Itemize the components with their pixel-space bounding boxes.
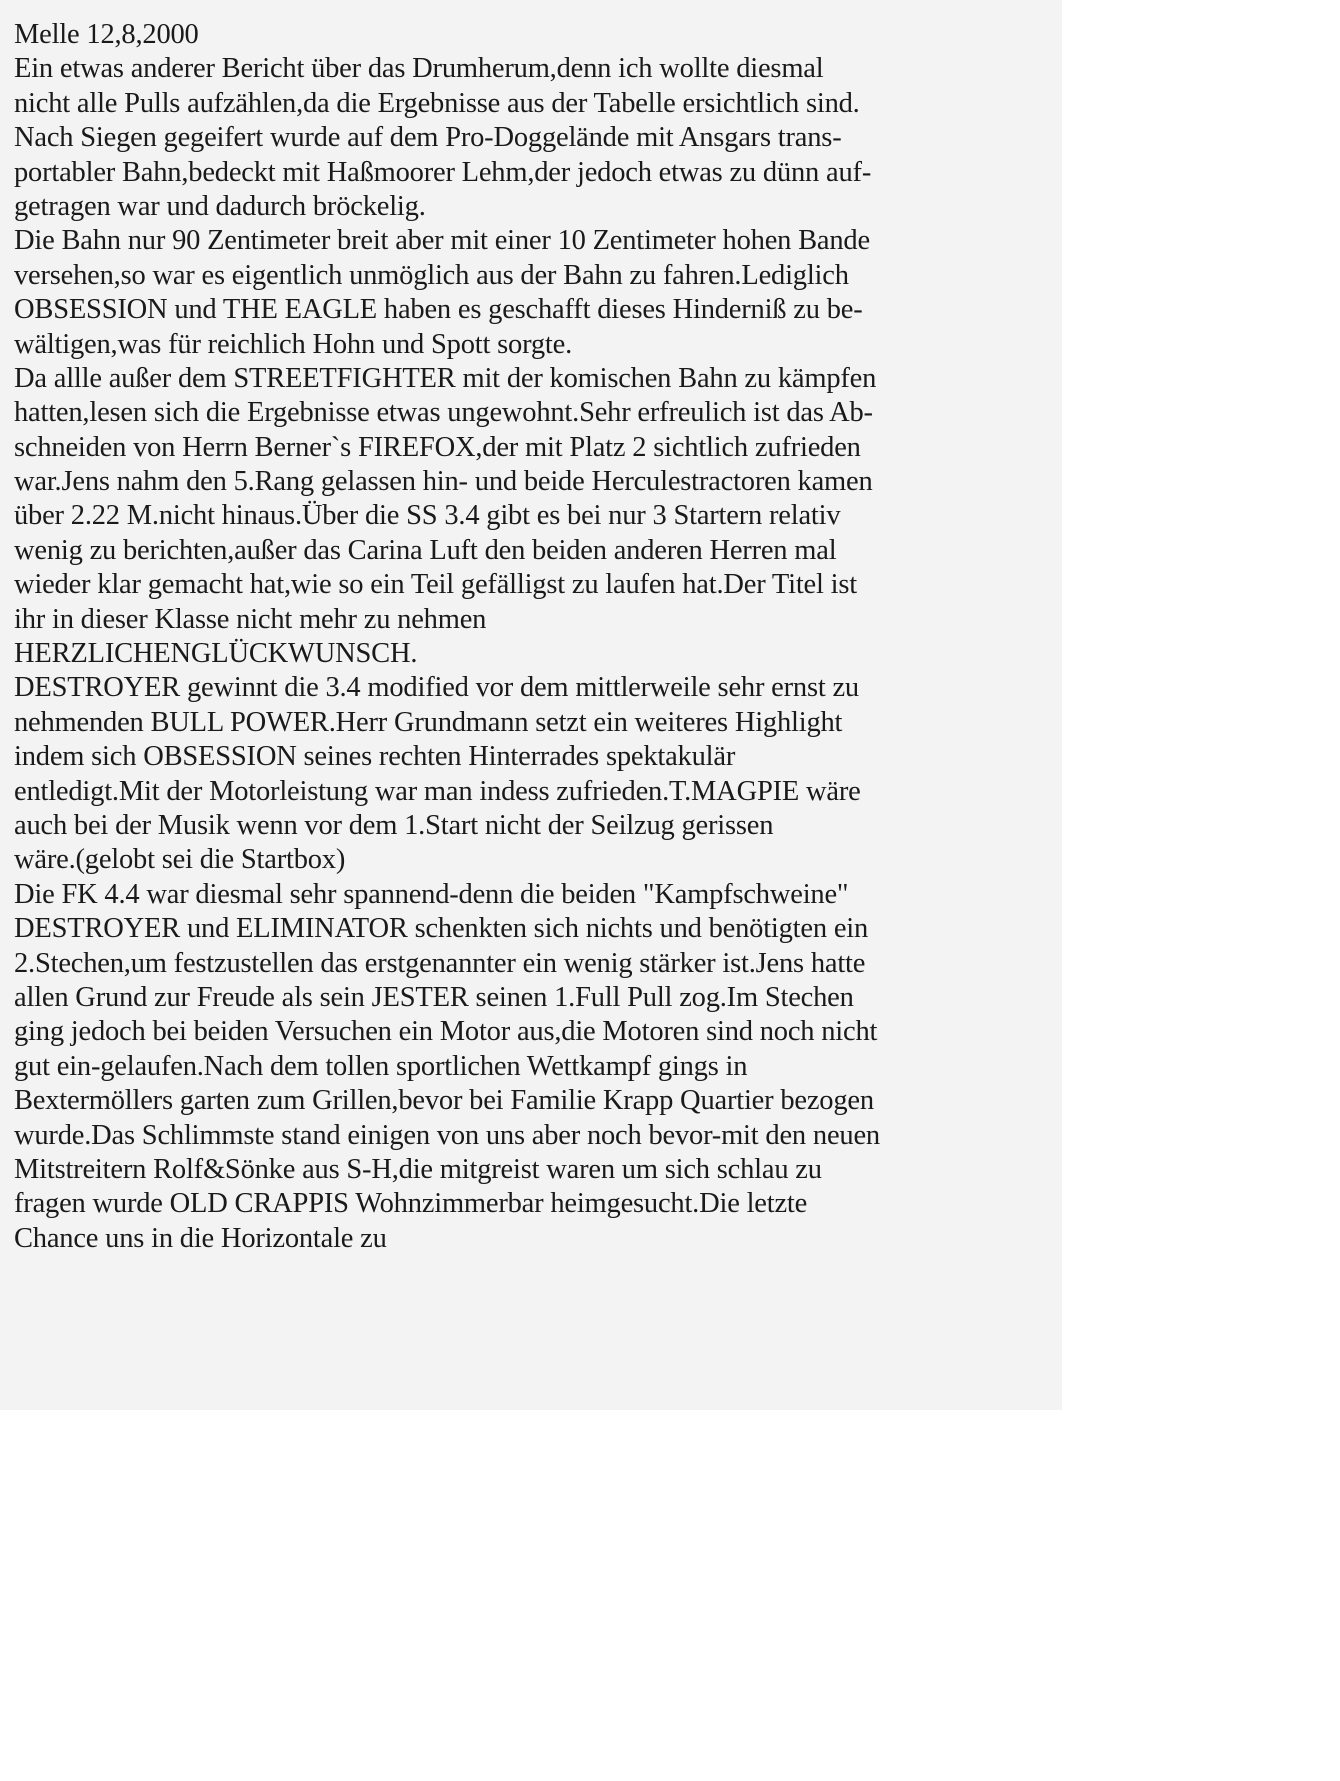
text-line: Nach Siegen gegeifert wurde auf dem Pro-Doggelände mit Ansgars trans- [14, 122, 842, 154]
text-line: Mitstreitern Rolf&Sönke aus S-H,die mitgreist waren um sich schlau zu [14, 1153, 822, 1185]
text-line: DESTROYER und ELIMINATOR schenkten sich nichts und benötigten ein [14, 913, 869, 945]
text-line: HERZLICHENGLÜCKWUNSCH. [14, 638, 418, 670]
text-line: war.Jens nahm den 5.Rang gelassen hin- und beide Herculestractoren kamen [14, 466, 873, 498]
text-line: versehen,so war es eigentlich unmöglich aus der Bahn zu fahren.Lediglich [14, 259, 849, 291]
text-line: Chance uns in die Horizontale zu [14, 1222, 387, 1254]
text-line: gut ein-gelaufen.Nach dem tollen sportlichen Wettkampf gings in [14, 1050, 748, 1082]
text-line: wurde.Das Schlimmste stand einigen von uns aber noch bevor-mit den neuen [14, 1119, 880, 1151]
text-line: 2.Stechen,um festzustellen das erstgenannter ein wenig stärker ist.Jens hatte [14, 947, 866, 979]
text-line: wieder klar gemacht hat,wie so ein Teil gefälligst zu laufen hat.Der Titel ist [14, 569, 857, 601]
text-line: entledigt.Mit der Motorleistung war man indess zufrieden.T.MAGPIE wäre [14, 775, 861, 807]
text-line: Die Bahn nur 90 Zentimeter breit aber mit einer 10 Zentimeter hohen Bande [14, 225, 870, 257]
text-line: nehmenden BULL POWER.Herr Grundmann setzt ein weiteres Highlight [14, 706, 843, 738]
document-body [14, 18, 1044, 1256]
text-line: über 2.22 M.nicht hinaus.Über die SS 3.4 gibt es bei nur 3 Startern relativ [14, 500, 841, 532]
document-date-header: Melle 12,8,2000 [14, 19, 199, 50]
text-line: ging jedoch bei beiden Versuchen ein Motor aus,die Motoren sind noch nicht [14, 1016, 878, 1048]
text-line: indem sich OBSESSION seines rechten Hinterrades spektakulär [14, 741, 736, 773]
text-line: OBSESSION und THE EAGLE haben es geschafft dieses Hinderniß zu be- [14, 294, 863, 326]
text-line: auch bei der Musik wenn vor dem 1.Start nicht der Seilzug gerissen [14, 809, 774, 841]
text-line: allen Grund zur Freude als sein JESTER seinen 1.Full Pull zog.Im Stechen [14, 981, 854, 1013]
text-line: Die FK 4.4 war diesmal sehr spannend-denn die beiden "Kampfschweine" [14, 878, 849, 910]
text-line: portabler Bahn,bedeckt mit Haßmoorer Lehm,der jedoch etwas zu dünn auf- [14, 156, 872, 188]
text-line: hatten,lesen sich die Ergebnisse etwas ungewohnt.Sehr erfreulich ist das Ab- [14, 397, 873, 429]
text-line: wäre.(gelobt sei die Startbox) [14, 844, 346, 876]
text-line: DESTROYER gewinnt die 3.4 modified vor dem mittlerweile sehr ernst zu [14, 672, 859, 704]
text-line: wenig zu berichten,außer das Carina Luft den beiden anderen Herren mal [14, 534, 837, 566]
text-line: getragen war und dadurch bröckelig. [14, 190, 426, 222]
text-line: Da allle außer dem STREETFIGHTER mit der komischen Bahn zu kämpfen [14, 362, 877, 394]
text-line: fragen wurde OLD CRAPPIS Wohnzimmerbar heimgesucht.Die letzte [14, 1188, 808, 1220]
text-line: Ein etwas anderer Bericht über das Drumherum,denn ich wollte diesmal [14, 53, 824, 85]
text-line: nicht alle Pulls aufzählen,da die Ergebnisse aus der Tabelle ersichtlich sind. [14, 87, 860, 119]
text-line: Bextermöllers garten zum Grillen,bevor bei Familie Krapp Quartier bezogen [14, 1085, 874, 1117]
text-line: wältigen,was für reichlich Hohn und Spott sorgte. [14, 328, 572, 360]
text-line: schneiden von Herrn Berner`s FIREFOX,der mit Platz 2 sichtlich zufrieden [14, 431, 861, 463]
text-line: ihr in dieser Klasse nicht mehr zu nehmen [14, 603, 487, 635]
